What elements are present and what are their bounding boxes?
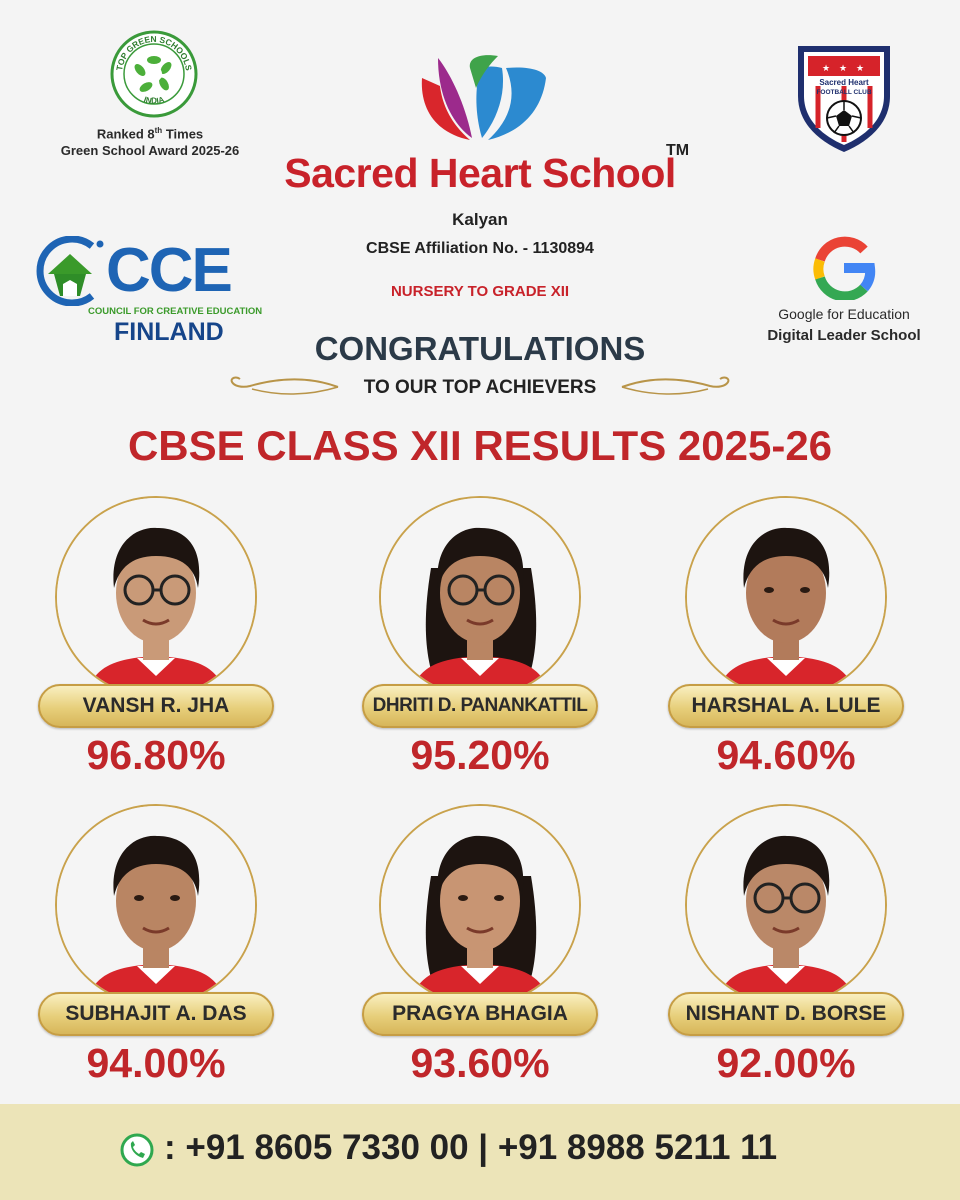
google-g-icon: [812, 236, 876, 300]
achiever-card: [36, 496, 276, 786]
achiever-photo: [379, 804, 581, 1006]
achiever-photo: [685, 496, 887, 698]
achiever-photo: [685, 804, 887, 1006]
portrait-icon: [687, 498, 885, 696]
portrait-icon: [57, 498, 255, 696]
portrait-icon: [381, 498, 579, 696]
cce-country: FINLAND: [114, 318, 224, 346]
award-line: Green School Award 2025-26: [60, 143, 240, 159]
achiever-photo: [379, 496, 581, 698]
school-name: Sacred Heart School: [284, 150, 676, 196]
portrait-icon: [687, 806, 885, 1004]
football-shield-icon: [792, 38, 896, 154]
affiliation-number: CBSE Affiliation No. - 1130894: [366, 240, 594, 257]
achiever-name: SUBHAJIT A. DAS: [38, 992, 274, 1036]
badge-bottom-text: INDIA: [142, 94, 166, 106]
grades-range: NURSERY TO GRADE XII: [390, 283, 570, 300]
svg-text:★: ★: [822, 64, 831, 74]
achiever-card: [666, 804, 906, 1094]
achiever-name: VANSH R. JHA: [38, 684, 274, 728]
congratulations-heading: CONGRATULATIONS: [314, 330, 646, 367]
cce-full-name: COUNCIL FOR CREATIVE EDUCATION: [88, 306, 263, 317]
achiever-name: NISHANT D. BORSE: [668, 992, 904, 1036]
achiever-photo: [55, 804, 257, 1006]
green-school-caption: [40, 122, 260, 159]
school-location: Kalyan: [452, 210, 508, 229]
achiever-card: [36, 804, 276, 1094]
achiever-score: 95.20%: [410, 732, 550, 778]
club-name-line1: Sacred Heart: [819, 78, 869, 87]
svg-text:★: ★: [839, 64, 848, 74]
achiever-score: 94.60%: [716, 732, 856, 778]
results-title: CBSE CLASS XII RESULTS 2025-26: [127, 422, 833, 469]
google-status: Digital Leader School: [767, 327, 921, 344]
achiever-name: HARSHAL A. LULE: [668, 684, 904, 728]
achiever-score: 94.00%: [86, 1040, 226, 1086]
congratulations-subheading: TO OUR TOP ACHIEVERS: [363, 377, 597, 398]
achiever-card: [360, 804, 600, 1094]
lotus-logo-icon: [410, 48, 550, 143]
contact-phone-numbers: : +91 8605 7330 00 | +91 8988 5211 11: [164, 1128, 778, 1167]
google-program: Google for Education: [778, 306, 910, 322]
achiever-name: DHRITI D. PANANKATTIL: [362, 684, 598, 728]
achiever-photo: [55, 496, 257, 698]
club-name-line2: FOOTBALL CLUB: [816, 89, 872, 96]
achiever-score: 92.00%: [716, 1040, 856, 1086]
cce-house-icon: [30, 236, 110, 306]
portrait-icon: [381, 806, 579, 1004]
phone-icon: [120, 1133, 154, 1167]
green-school-badge-icon: [110, 30, 198, 118]
svg-text:★: ★: [856, 64, 865, 74]
achiever-score: 93.60%: [410, 1040, 550, 1086]
badge-top-text: TOP GREEN SCHOOLS: [114, 33, 194, 72]
rank-line: Ranked 8th Times: [96, 126, 204, 142]
portrait-icon: [57, 806, 255, 1004]
achiever-card: [666, 496, 906, 786]
achiever-card: [360, 496, 600, 786]
cce-acronym: CCE: [106, 236, 231, 305]
achiever-name: PRAGYA BHAGIA: [362, 992, 598, 1036]
achiever-score: 96.80%: [86, 732, 226, 778]
trademark: TM: [666, 142, 690, 159]
